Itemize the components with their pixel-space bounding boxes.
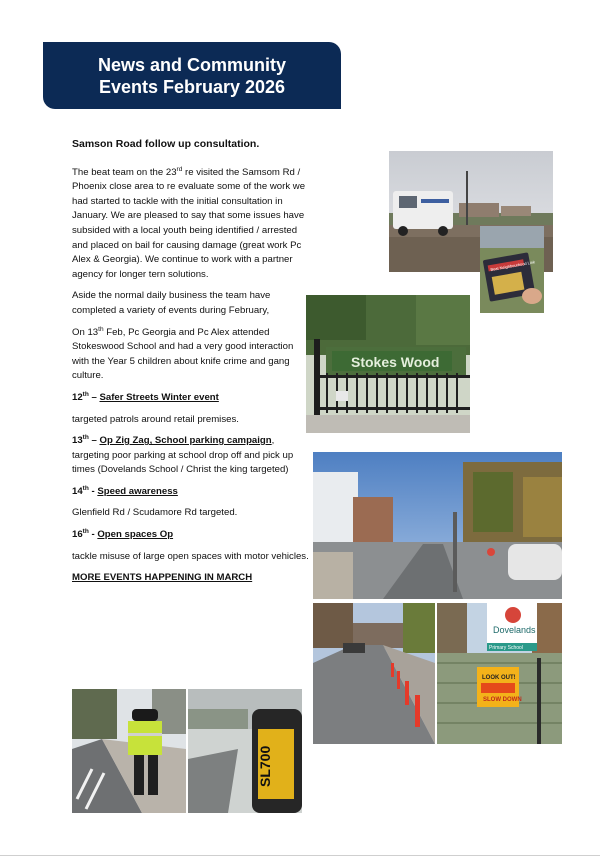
photo-flyer-inset <box>480 226 544 313</box>
paragraph-text: re visited the Samsom Rd / Phoenix close area to re evaluate some of the work we had started to tackle with the initial consultation in January. We are pleased to say that some issues have subsided with a local youth being identified / arrested and placed on bail for causing damage (great work Pc Alex & Georgia). We continue to work with a partner agency for longer tern solutions. <box>72 166 306 280</box>
paragraph-text: The beat team on the 23 <box>72 166 177 178</box>
event-separator: – <box>88 435 100 447</box>
photo-school-parking-street <box>313 452 562 599</box>
event-day: 16 <box>72 529 83 541</box>
ordinal-suffix: th <box>98 325 104 333</box>
photo-school-gate-image <box>306 295 470 433</box>
photo-speed-device <box>188 689 302 813</box>
dovelands-sign-text: Dovelands <box>493 625 536 635</box>
paragraph-samson-road <box>72 166 310 283</box>
photo-stokes-wood-school <box>306 295 470 433</box>
paragraph-text: Feb, Pc Georgia and Pc Alex attended Stokeswood School and had a very good interaction with the Year 5 children about knife crime and gang culture. <box>72 326 294 382</box>
ordinal-suffix: rd <box>176 165 183 173</box>
event-title <box>72 485 310 500</box>
event-day: 14 <box>72 485 83 497</box>
banner-line1: LOOK OUT! <box>482 675 516 681</box>
ordinal-suffix: th <box>82 433 89 441</box>
event-day: 13 <box>72 435 83 447</box>
event-name: Safer Streets Winter event <box>99 391 219 403</box>
photo-flyer-image <box>480 226 544 313</box>
speed-device-label: SL700 <box>257 745 273 787</box>
photo-traffic-cones <box>313 603 435 744</box>
event-title <box>72 434 310 478</box>
photo-dovelands-image <box>437 603 562 744</box>
event-description: , targeting poor parking at school drop off and pick up times (Dovelands School / Christ the king targeted) <box>72 435 294 476</box>
photo-cones-image <box>313 603 435 744</box>
event-name: Speed awareness <box>97 485 178 497</box>
event-separator: – <box>88 391 100 403</box>
event-day: 12 <box>72 391 83 403</box>
ordinal-suffix: th <box>82 484 89 492</box>
page-title-line2: Events February 2026 <box>98 76 286 97</box>
photo-officer-image <box>72 689 186 813</box>
article-heading: Samson Road follow up consultation. <box>72 138 260 150</box>
event-description: targeted patrols around retail premises. <box>72 413 239 425</box>
event-name: Open spaces Op <box>97 529 174 541</box>
event-name: Op Zig Zag, School parking campaign <box>99 435 272 447</box>
more-events-link <box>72 571 310 586</box>
photo-street-image <box>313 452 562 599</box>
event-title <box>72 528 310 543</box>
more-events-text: MORE EVENTS HAPPENING IN MARCH <box>72 572 253 584</box>
page-bottom-divider <box>0 855 600 856</box>
page-title-line1: News and Community <box>97 54 287 75</box>
photo-dovelands-school <box>437 603 562 744</box>
event-separator: - <box>88 485 98 497</box>
paragraph-events-intro: Aside the normal daily business the team have completed a variety of events during February, <box>72 290 271 316</box>
event-description: Glenfield Rd / Scudamore Rd targeted. <box>72 507 238 519</box>
paragraph-text: On 13 <box>72 326 99 338</box>
page-title-banner <box>43 42 341 109</box>
event-description: tackle misuse of large open spaces with motor vehicles. <box>72 550 309 562</box>
paragraph-stokeswood <box>72 326 310 384</box>
article-body <box>72 137 310 593</box>
event-separator: - <box>88 529 98 541</box>
photo-officer-speed-check <box>72 689 186 813</box>
dovelands-sub-text: Primary School <box>489 645 523 651</box>
ordinal-suffix: th <box>82 390 89 398</box>
photo-speed-device-image <box>188 689 302 813</box>
flyer-title: Beat Neighbourhood Link <box>490 259 536 273</box>
ordinal-suffix: th <box>82 527 89 535</box>
banner-line2: SLOW DOWN <box>483 697 522 703</box>
event-title <box>72 391 310 406</box>
school-sign-text: Stokes Wood <box>351 354 440 370</box>
